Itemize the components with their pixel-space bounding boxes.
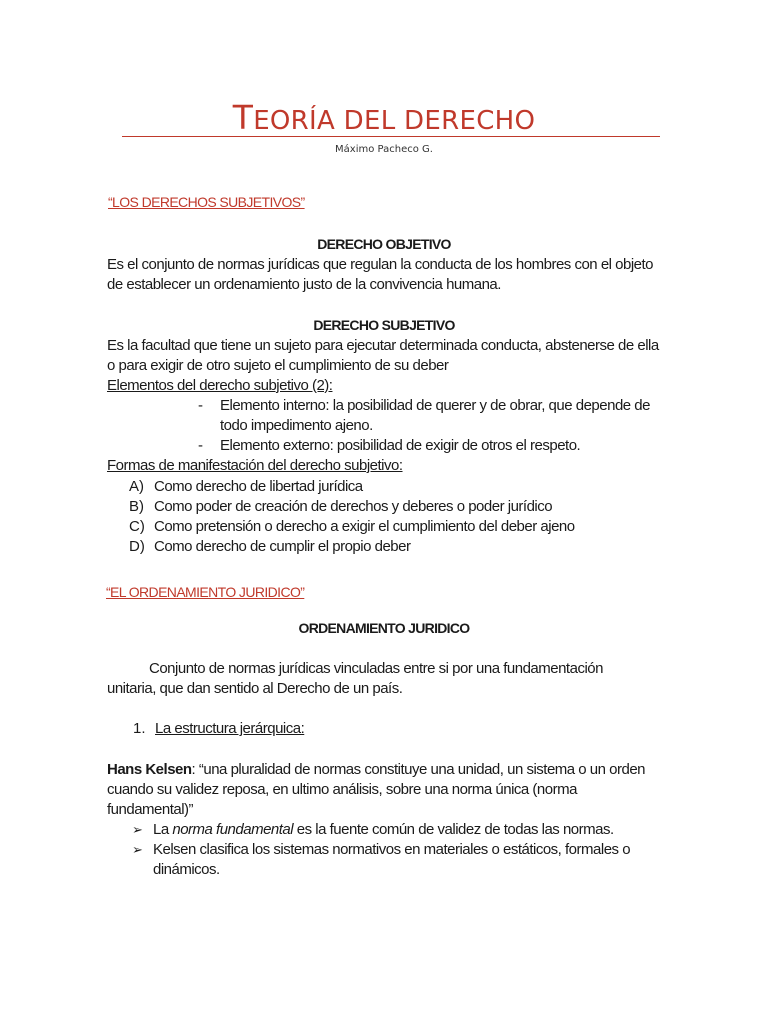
page-title [0,98,768,141]
arrow-bullet-icon: ➢ [132,822,143,837]
list-marker: A) [129,478,144,495]
bullet-text-pre: La [153,821,173,838]
list-item-form-d: Como derecho de cumplir el propio deber [154,538,411,555]
heading-ordenamiento-juridico: ORDENAMIENTO JURIDICO [298,620,470,636]
bullet-kelsen-clasifica: Kelsen clasifica los sistemas normativos en materiales o estáticos, formales o dinámicos. [153,841,631,878]
section-heading-ordenamiento: “EL ORDENAMIENTO JURIDICO” [106,584,305,600]
list-marker: B) [129,498,144,515]
bullet-text-post: es la fuente común de validez de todas las normas. [293,821,614,838]
bullet-text-emphasis: norma fundamental [172,821,294,838]
paragraph-derecho-subjetivo: Es la facultad que tiene un sujeto para ejecutar determinada conducta, abstenerse de ella o para exigir de otro sujeto el cumplimiento de su deber [107,337,659,374]
paragraph-kelsen-quote [107,760,652,820]
list-marker: 1. [133,720,146,737]
page-title-rest: EORÍA DEL DERECHO [253,106,536,136]
author-name-kelsen: Hans Kelsen [107,761,192,778]
list-marker: C) [129,518,145,535]
list-item-form-c: Como pretensión o derecho a exigir el cumplimiento del deber ajeno [154,518,575,535]
author: Máximo Pacheco G. [335,144,433,155]
list-marker: D) [129,538,145,555]
forms-heading: Formas de manifestación del derecho subjetivo: [107,457,403,474]
list-item-form-a: Como derecho de libertad jurídica [154,478,363,495]
elements-heading: Elementos del derecho subjetivo (2): [107,377,333,394]
list-item-elemento-externo: Elemento externo: posibilidad de exigir de otros el respeto. [220,437,581,454]
list-item-elemento-interno: Elemento interno: la posibilidad de querer y de obrar, que depende de todo impedimento ajeno. [220,397,650,434]
list-marker: - [198,397,203,414]
numbered-item-estructura: La estructura jerárquica: [155,720,305,737]
arrow-bullet-icon: ➢ [132,842,143,857]
title-divider [122,136,660,137]
heading-derecho-subjetivo: DERECHO SUBJETIVO [313,317,455,333]
bullet-norma-fundamental [153,820,663,840]
list-item-form-b: Como poder de creación de derechos y deberes o poder jurídico [154,498,553,515]
kelsen-quote-text: : “una pluralidad de normas constituye una unidad, un sistema o un orden cuando su validez reposa, en ultimo análisis, sobre una norma única (norma fundamental)” [107,761,646,818]
page-title-initial: T [232,98,254,137]
section-heading-derechos-subjetivos: “LOS DERECHOS SUBJETIVOS” [108,194,305,210]
heading-derecho-objetivo: DERECHO OBJETIVO [317,236,451,252]
paragraph-derecho-objetivo: Es el conjunto de normas jurídicas que regulan la conducta de los hombres con el objeto de establecer un ordenamiento justo de la convivencia humana. [107,256,654,293]
paragraph-ordenamiento-definition: Conjunto de normas jurídicas vinculadas entre si por una fundamentación unitaria, que dan sentido al Derecho de un país. [107,660,603,697]
list-marker: - [198,437,203,454]
